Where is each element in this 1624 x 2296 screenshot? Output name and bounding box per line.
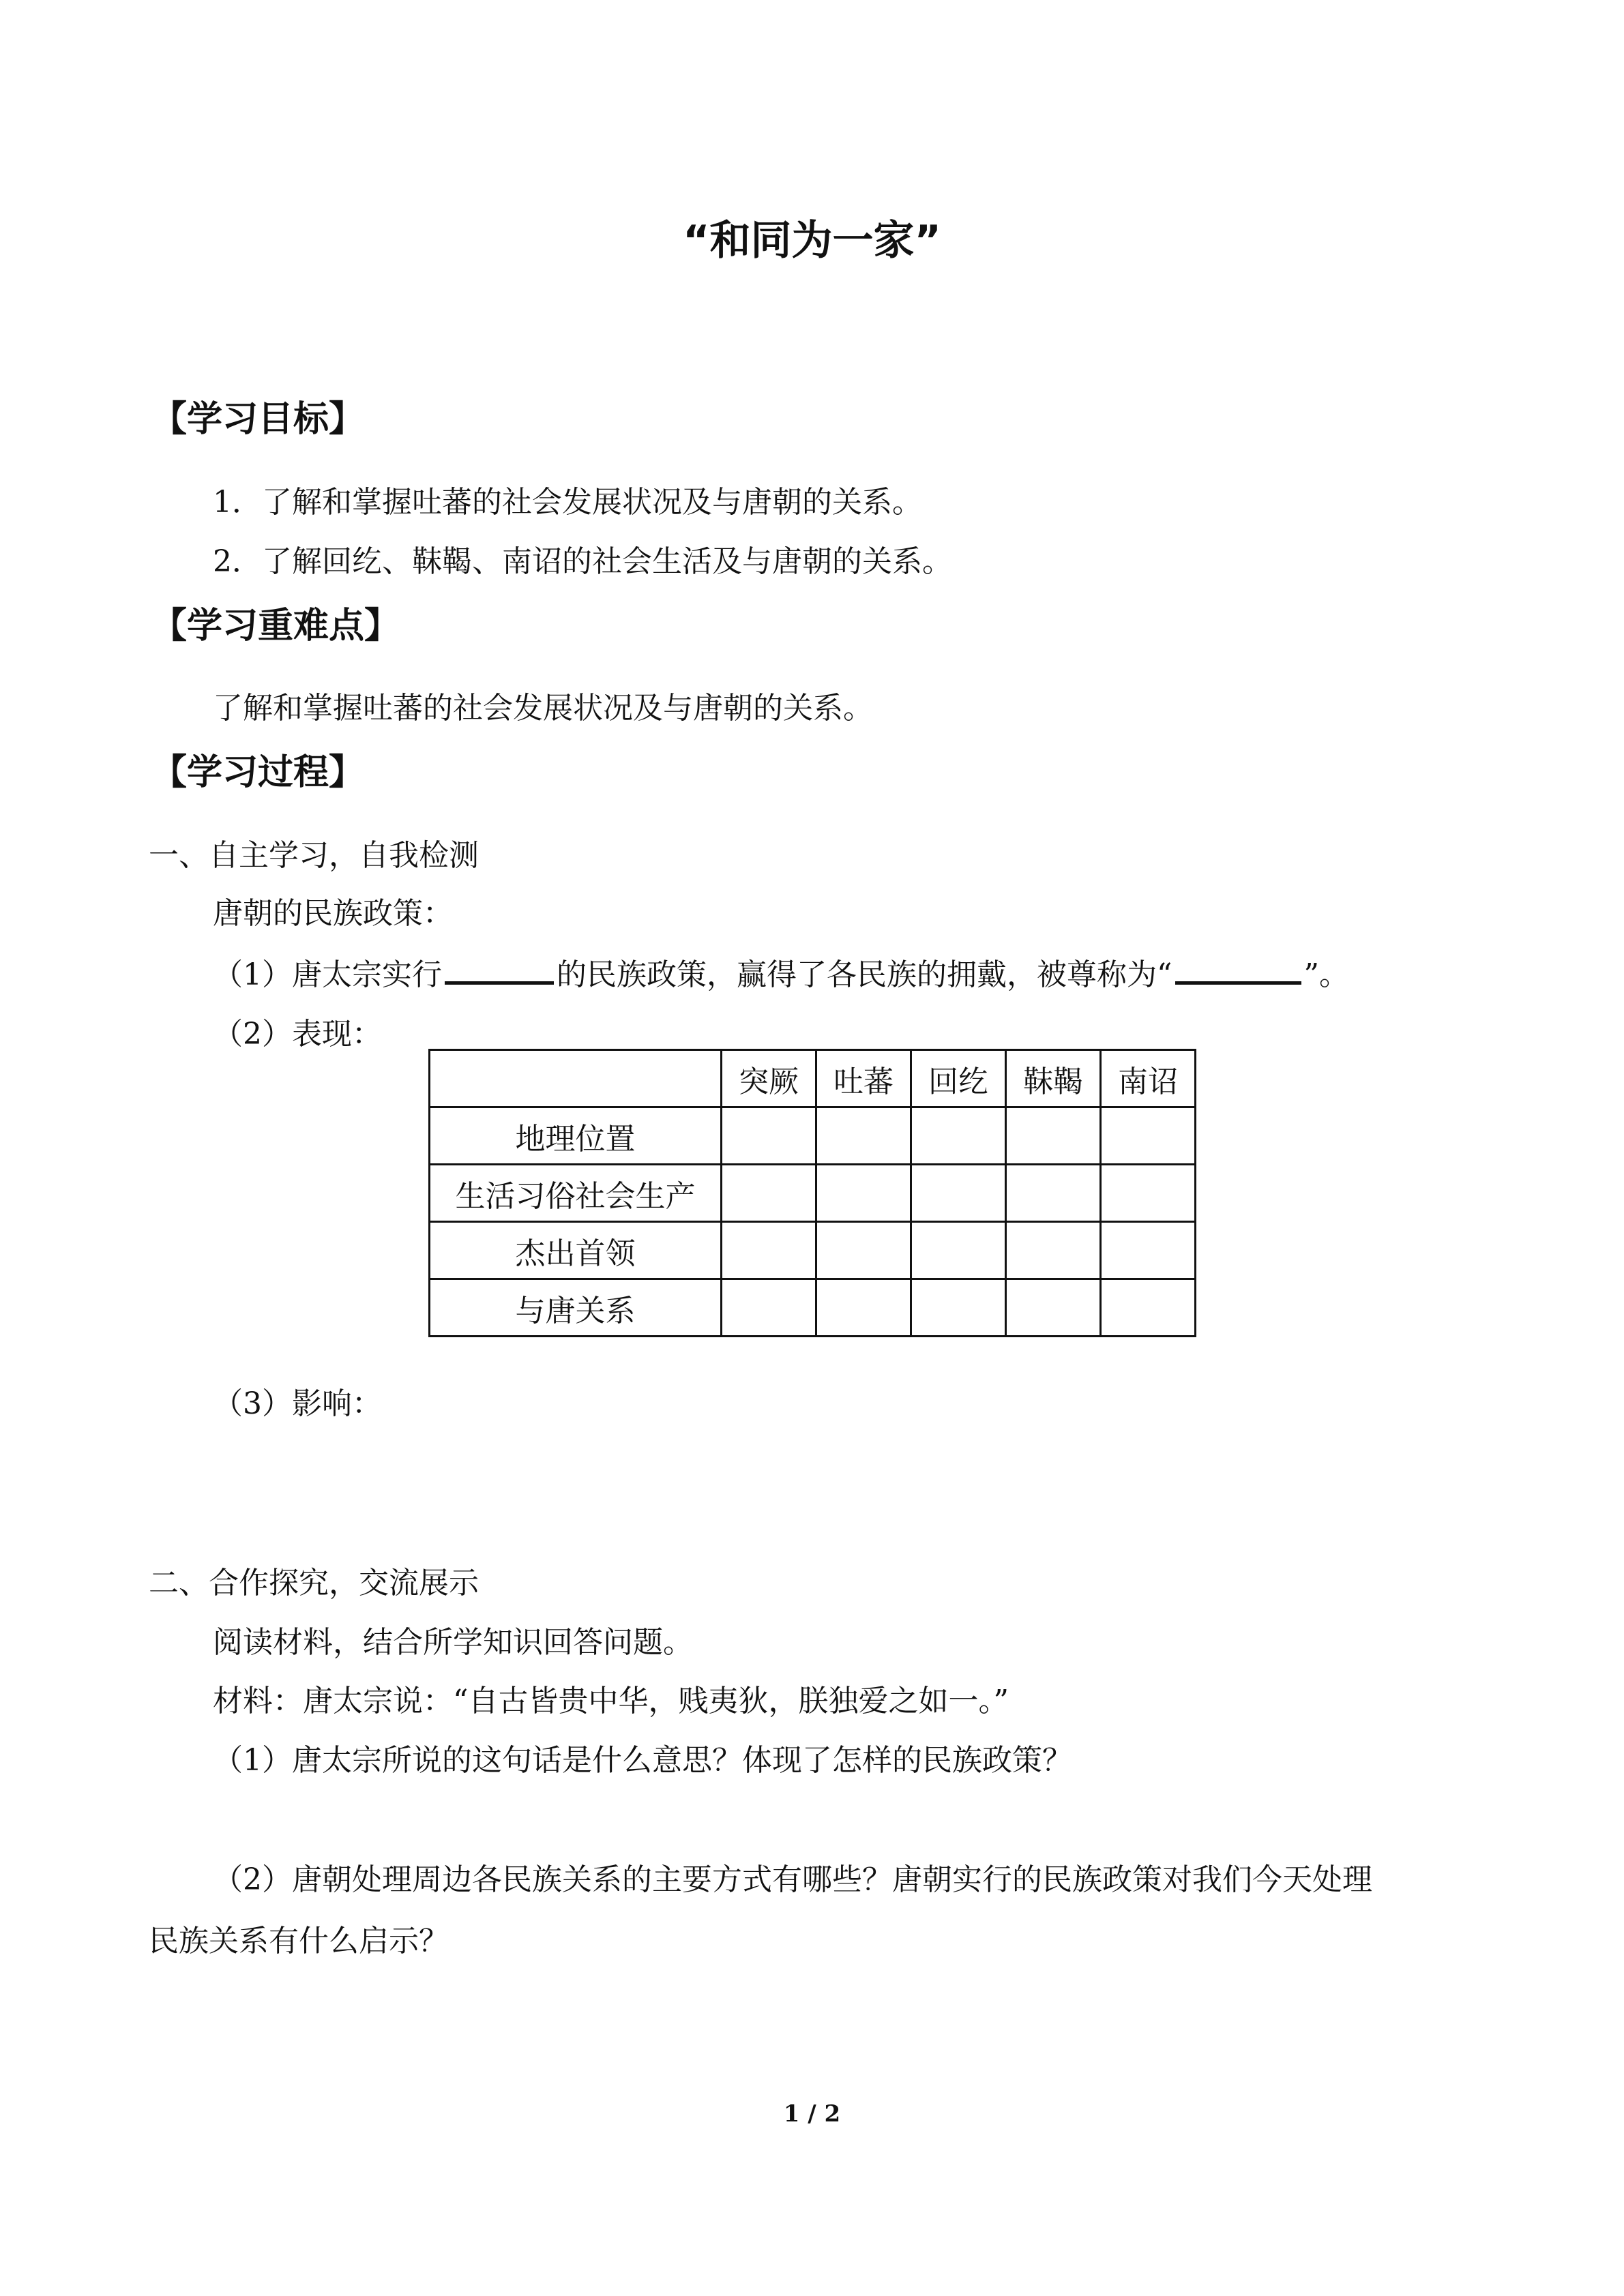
answer-cell[interactable] xyxy=(1006,1222,1101,1279)
question-2-label: （2）表现： xyxy=(213,1017,382,1052)
row-header: 与唐关系 xyxy=(430,1279,722,1337)
part2-question-1: （1）唐太宗所说的这句话是什么意思？体现了怎样的民族政策？ xyxy=(213,1743,1072,1778)
answer-cell[interactable] xyxy=(722,1107,816,1165)
column-header: 突厥 xyxy=(722,1050,816,1107)
part2-title: 二、合作探究，交流展示 xyxy=(149,1566,479,1600)
answer-cell[interactable] xyxy=(816,1165,911,1222)
part2-question-2-line2: 民族关系有什么启示？ xyxy=(149,1924,449,1958)
answer-cell[interactable] xyxy=(1101,1165,1196,1222)
table-row xyxy=(430,1165,1196,1222)
question-1-fill-in xyxy=(213,950,1349,994)
part2-intro: 阅读材料，结合所学知识回答问题。 xyxy=(213,1625,693,1660)
answer-cell[interactable] xyxy=(1101,1222,1196,1279)
row-header: 地理位置 xyxy=(430,1107,722,1165)
page-number: 1 / 2 xyxy=(783,2100,841,2128)
answer-cell[interactable] xyxy=(816,1279,911,1337)
blank-title[interactable] xyxy=(1175,951,1301,985)
q1-text-middle: 的民族政策，赢得了各民族的拥戴，被尊称为“ xyxy=(557,957,1172,992)
answer-cell[interactable] xyxy=(722,1222,816,1279)
q1-text-before: （1）唐太宗实行 xyxy=(213,957,442,992)
answer-cell[interactable] xyxy=(1006,1279,1101,1337)
goal-item-1: 1．了解和掌握吐蕃的社会发展状况及与唐朝的关系。 xyxy=(213,485,922,520)
ethnic-groups-table xyxy=(428,1049,1196,1337)
column-header: 回纥 xyxy=(911,1050,1006,1107)
answer-cell[interactable] xyxy=(911,1222,1006,1279)
blank-policy[interactable] xyxy=(445,951,554,985)
answer-cell[interactable] xyxy=(816,1222,911,1279)
process-heading: 【学习过程】 xyxy=(151,752,365,793)
table-corner-cell xyxy=(430,1050,722,1107)
part2-question-2-line1: （2）唐朝处理周边各民族关系的主要方式有哪些？唐朝实行的民族政策对我们今天处理 xyxy=(213,1862,1372,1897)
part2-material: 材料：唐太宗说：“自古皆贵中华，贱夷狄，朕独爱之如一。” xyxy=(213,1684,1009,1718)
page-title: “和同为一家” xyxy=(683,217,941,265)
table-row xyxy=(430,1222,1196,1279)
answer-cell[interactable] xyxy=(911,1107,1006,1165)
table-row xyxy=(430,1279,1196,1337)
part1-subtitle: 唐朝的民族政策： xyxy=(213,896,453,931)
column-header: 南诏 xyxy=(1101,1050,1196,1107)
answer-cell[interactable] xyxy=(911,1279,1006,1337)
question-3-label: （3）影响： xyxy=(213,1386,382,1421)
column-header: 靺鞨 xyxy=(1006,1050,1101,1107)
row-header: 杰出首领 xyxy=(430,1222,722,1279)
key-points-heading: 【学习重难点】 xyxy=(151,606,400,646)
answer-cell[interactable] xyxy=(1006,1165,1101,1222)
row-header: 生活习俗社会生产 xyxy=(430,1165,722,1222)
table-row xyxy=(430,1107,1196,1165)
key-points-text: 了解和掌握吐蕃的社会发展状况及与唐朝的关系。 xyxy=(213,691,873,726)
q1-text-after: ”。 xyxy=(1303,957,1349,992)
answer-cell[interactable] xyxy=(722,1165,816,1222)
answer-cell[interactable] xyxy=(816,1107,911,1165)
column-header: 吐蕃 xyxy=(816,1050,911,1107)
goal-item-2: 2．了解回纥、靺鞨、南诏的社会生活及与唐朝的关系。 xyxy=(213,544,952,579)
answer-cell[interactable] xyxy=(1006,1107,1101,1165)
goals-heading: 【学习目标】 xyxy=(151,399,365,440)
part1-title: 一、自主学习，自我检测 xyxy=(149,838,479,873)
answer-cell[interactable] xyxy=(1101,1279,1196,1337)
answer-cell[interactable] xyxy=(911,1165,1006,1222)
answer-cell[interactable] xyxy=(722,1279,816,1337)
answer-cell[interactable] xyxy=(1101,1107,1196,1165)
table-header-row xyxy=(430,1050,1196,1107)
